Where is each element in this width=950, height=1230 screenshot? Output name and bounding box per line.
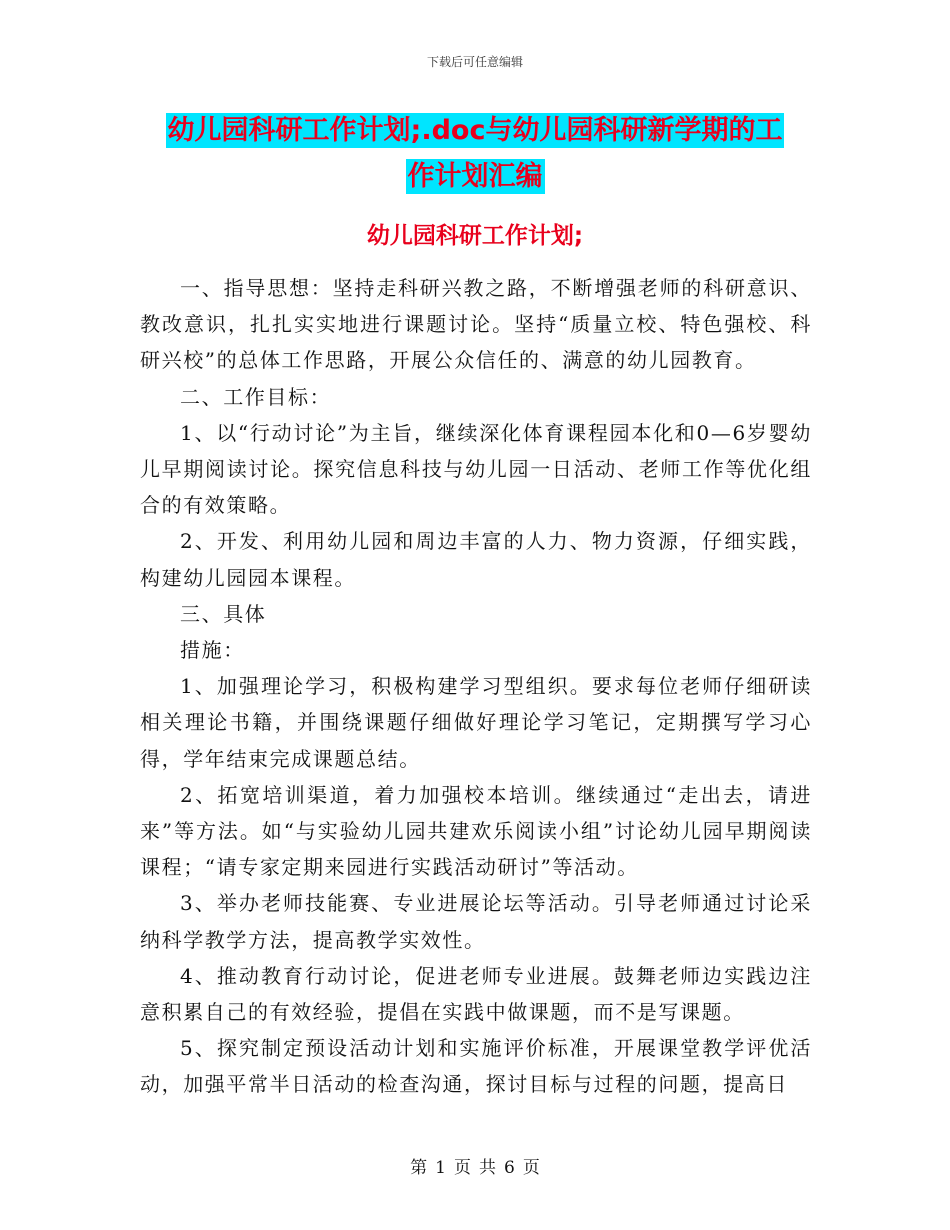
paragraph-specific-heading: 三、具体	[180, 601, 267, 626]
footer-page-number: 1	[435, 1158, 446, 1178]
page-footer	[0, 1153, 950, 1178]
paragraph-measures-heading: 措施：	[180, 638, 245, 663]
paragraph-work-goals-heading: 二、工作目标：	[180, 384, 332, 409]
footer-prefix: 第	[410, 1158, 428, 1178]
document-title-line-2: 作计划汇编	[407, 161, 543, 192]
paragraph-measure-2: 2、拓宽培训渠道，着力加强校本培训。继续通过“走出去，请进来”等方法。如“与实验幼儿园共建欢乐阅读小组”讨论幼儿园早期阅读课程；“请专家定期来园进行实践活动研讨”等活动。	[140, 782, 812, 880]
paragraph-goal-1: 1、以“行动讨论”为主旨，继续深化体育课程园本化和0—6岁婴幼儿早期阅读讨论。探究信息科技与幼儿园一日活动、老师工作等优化组合的有效策略。	[140, 420, 812, 518]
footer-total-pages: 6	[504, 1158, 515, 1178]
document-title-line-1: 幼儿园科研工作计划;.doc与幼儿园科研新学期的工	[167, 115, 783, 146]
paragraph-goal-2: 2、开发、利用幼儿园和周边丰富的人力、物力资源，仔细实践，构建幼儿园园本课程。	[140, 529, 812, 590]
header-note: 下载后可任意编辑	[426, 55, 523, 69]
footer-page-unit: 页	[454, 1158, 471, 1178]
paragraph-measure-5: 5、探究制定预设活动计划和实施评价标准，开展课堂教学评优活动，加强平常半日活动的检查沟通，探讨目标与过程的问题，提高日	[140, 1036, 812, 1097]
section-title: 幼儿园科研工作计划;	[366, 223, 584, 249]
document-body	[140, 270, 812, 1103]
paragraph-guiding-ideology: 一、指导思想：坚持走科研兴教之路，不断增强老师的科研意识、教改意识，扎扎实实地进行课题讨论。坚持“质量立校、特色强校、科研兴校”的总体工作思路，开展公众信任的、满意的幼儿园教育。	[140, 276, 812, 373]
paragraph-measure-1: 1、加强理论学习，积极构建学习型组织。要求每位老师仔细研读相关理论书籍，并围绕课题仔细做好理论学习笔记，定期撰写学习心得，学年结束完成课题总结。	[140, 674, 812, 771]
footer-total-unit: 页	[522, 1158, 540, 1178]
footer-total-prefix: 共	[479, 1158, 496, 1178]
document-title	[140, 108, 810, 200]
paragraph-measure-3: 3、举办老师技能赛、专业进展论坛等活动。引导老师通过讨论采纳科学教学方法，提高教学实效性。	[140, 891, 812, 952]
paragraph-measure-4: 4、推动教育行动讨论，促进老师专业进展。鼓舞老师边实践边注意积累自己的有效经验，提倡在实践中做课题，而不是写课题。	[140, 963, 812, 1025]
